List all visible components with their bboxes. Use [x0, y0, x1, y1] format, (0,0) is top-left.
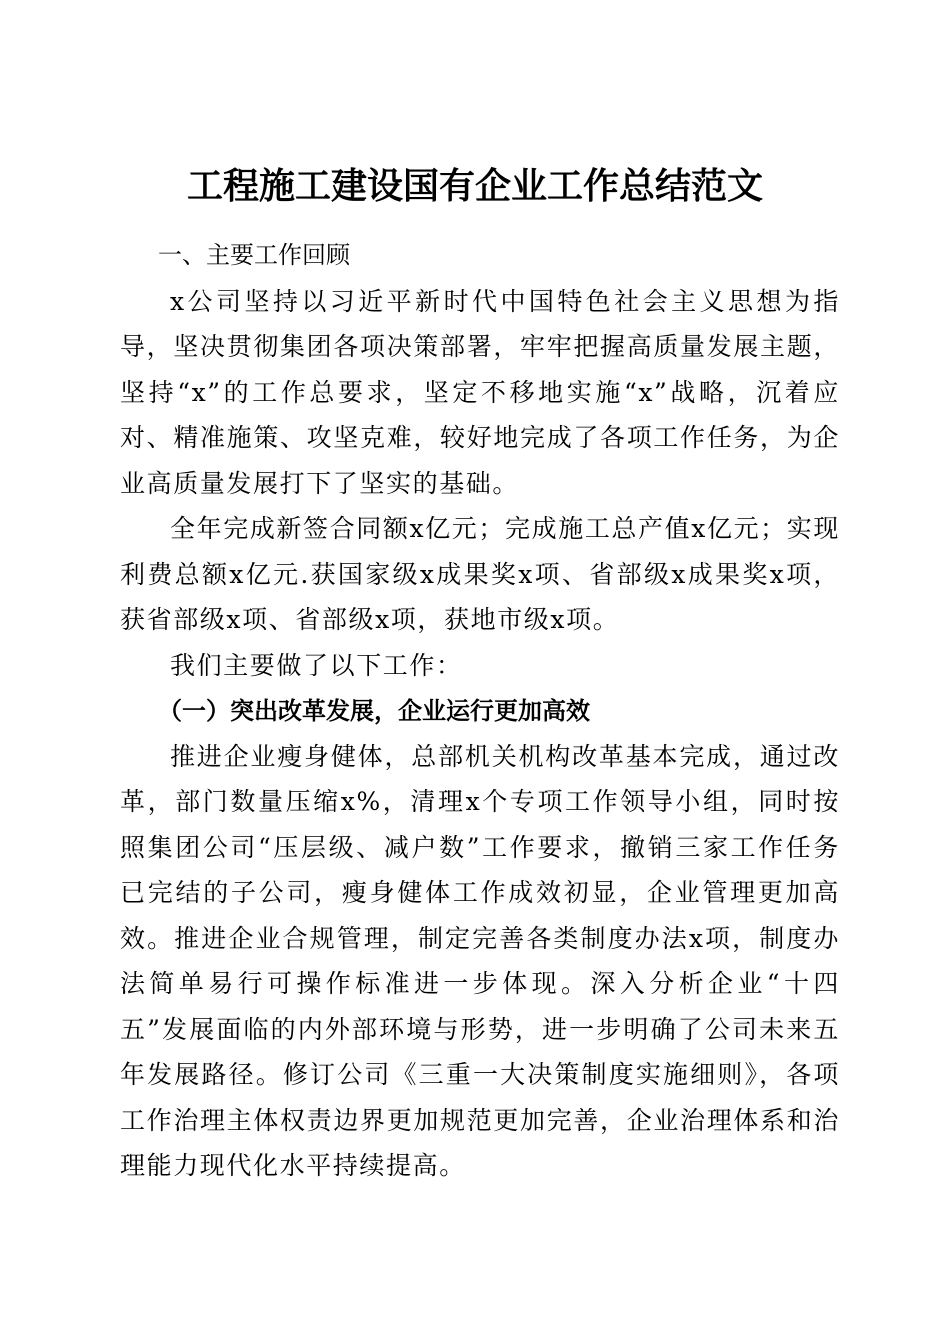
- subsection-heading-reform: （一）突出改革发展，企业运行更加高效: [158, 696, 590, 725]
- document-title: 工程施工建设国有企业工作总结范文: [186, 165, 763, 208]
- document-body: [120, 233, 840, 1189]
- paragraph-overview: x公司坚持以习近平新时代中国特色社会主义思想为指导，坚决贯彻集团各项决策部署，牢牢把握高质量发展主题，坚持“x”的工作总要求，坚定不移地实施“x”战略，沉着应对、精准施策、攻坚克难，较好地完成了各项工作任务，为企业高质量发展打下了坚实的基础。: [120, 286, 840, 498]
- paragraph-intro-work: 我们主要做了以下工作：: [170, 650, 463, 680]
- section-heading-main-work-review: 一、主要工作回顾: [158, 241, 350, 269]
- paragraph-reform-details: 推进企业瘦身健体，总部机关机构改革基本完成，通过改革，部门数量压缩x%，清理x个专项工作领导小组，同时按照集团公司“压层级、减户数”工作要求，撤销三家工作任务已完结的子公司，瘦身健体工作成效初显，企业管理更加高效。推进企业合规管理，制定完善各类制度办法x项，制度办法简单易行可操作标准进一步体现。深入分析企业“十四五”发展面临的内外部环境与形势，进一步明确了公司未来五年发展路径。修订公司《三重一大决策制度实施细则》，各项工作治理主体权责边界更加规范更加完善，企业治理体系和治理能力现代化水平持续提高。: [120, 741, 840, 1180]
- paragraph-annual-results: 全年完成新签合同额x亿元；完成施工总产值x亿元；实现利费总额x亿元.获国家级x成果奖x项、省部级x成果奖x项，获省部级x项、省部级x项，获地市级x项。: [120, 514, 840, 634]
